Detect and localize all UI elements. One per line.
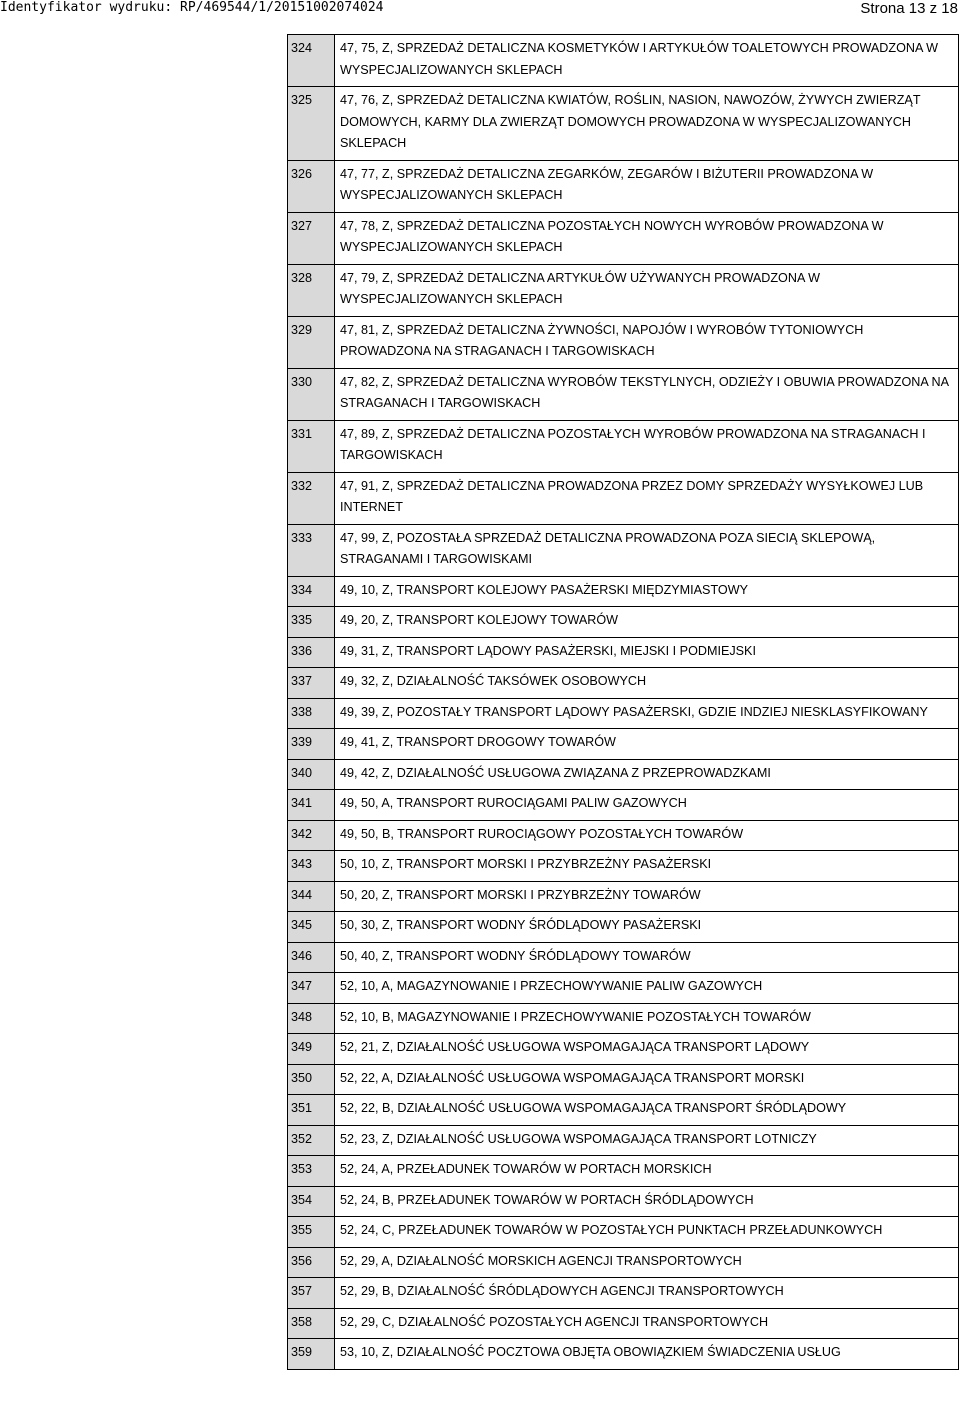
table-row (288, 820, 959, 851)
row-number: 352 (288, 1125, 335, 1156)
page-header (0, 0, 960, 20)
row-number: 334 (288, 576, 335, 607)
table-row (288, 1186, 959, 1217)
table-row (288, 759, 959, 790)
row-number: 324 (288, 35, 335, 87)
row-number: 351 (288, 1095, 335, 1126)
table-row (288, 851, 959, 882)
table-row (288, 912, 959, 943)
table-row (288, 472, 959, 524)
row-number: 359 (288, 1339, 335, 1370)
table-row (288, 1278, 959, 1309)
table-row (288, 160, 959, 212)
row-description: 47, 82, Z, SPRZEDAŻ DETALICZNA WYROBÓW TEKSTYLNYCH, ODZIEŻY I OBUWIA PROWADZONA NA STRAGANACH I TARGOWISKACH (335, 368, 959, 420)
row-description: 49, 41, Z, TRANSPORT DROGOWY TOWARÓW (335, 729, 959, 760)
pkd-table (287, 34, 959, 1370)
table-row (288, 1125, 959, 1156)
row-number: 335 (288, 607, 335, 638)
table-row (288, 368, 959, 420)
row-description: 49, 42, Z, DZIAŁALNOŚĆ USŁUGOWA ZWIĄZANA Z PRZEPROWADZKAMI (335, 759, 959, 790)
row-description: 47, 91, Z, SPRZEDAŻ DETALICZNA PROWADZONA PRZEZ DOMY SPRZEDAŻY WYSYŁKOWEJ LUB INTERNET (335, 472, 959, 524)
row-number: 333 (288, 524, 335, 576)
row-description: 47, 75, Z, SPRZEDAŻ DETALICZNA KOSMETYKÓW I ARTYKUŁÓW TOALETOWYCH PROWADZONA W WYSPECJALIZOWANYCH SKLEPACH (335, 35, 959, 87)
table-row (288, 637, 959, 668)
table-row (288, 942, 959, 973)
table-row (288, 576, 959, 607)
row-description: 50, 40, Z, TRANSPORT WODNY ŚRÓDLĄDOWY TOWARÓW (335, 942, 959, 973)
row-description: 47, 89, Z, SPRZEDAŻ DETALICZNA POZOSTAŁYCH WYROBÓW PROWADZONA NA STRAGANACH I TARGOWISKACH (335, 420, 959, 472)
row-description: 53, 10, Z, DZIAŁALNOŚĆ POCZTOWA OBJĘTA OBOWIĄZKIEM ŚWIADCZENIA USŁUG (335, 1339, 959, 1370)
row-number: 340 (288, 759, 335, 790)
table-row (288, 881, 959, 912)
row-number: 348 (288, 1003, 335, 1034)
row-description: 49, 10, Z, TRANSPORT KOLEJOWY PASAŻERSKI MIĘDZYMIASTOWY (335, 576, 959, 607)
table-row (288, 607, 959, 638)
table-row (288, 1034, 959, 1065)
row-description: 52, 10, B, MAGAZYNOWANIE I PRZECHOWYWANIE POZOSTAŁYCH TOWARÓW (335, 1003, 959, 1034)
row-description: 50, 30, Z, TRANSPORT WODNY ŚRÓDLĄDOWY PASAŻERSKI (335, 912, 959, 943)
row-number: 355 (288, 1217, 335, 1248)
row-number: 330 (288, 368, 335, 420)
row-description: 47, 76, Z, SPRZEDAŻ DETALICZNA KWIATÓW, ROŚLIN, NASION, NAWOZÓW, ŻYWYCH ZWIERZĄT DOMOWYCH, KARMY DLA ZWIERZĄT DOMOWYCH PROWADZONA W WYSPECJALIZOWANYCH SKLEPACH (335, 87, 959, 161)
row-description: 52, 23, Z, DZIAŁALNOŚĆ USŁUGOWA WSPOMAGAJĄCA TRANSPORT LOTNICZY (335, 1125, 959, 1156)
table-row (288, 668, 959, 699)
row-description: 52, 29, A, DZIAŁALNOŚĆ MORSKICH AGENCJI TRANSPORTOWYCH (335, 1247, 959, 1278)
row-description: 47, 78, Z, SPRZEDAŻ DETALICZNA POZOSTAŁYCH NOWYCH WYROBÓW PROWADZONA W WYSPECJALIZOWANYCH SKLEPACH (335, 212, 959, 264)
row-description: 52, 24, A, PRZEŁADUNEK TOWARÓW W PORTACH MORSKICH (335, 1156, 959, 1187)
row-description: 49, 32, Z, DZIAŁALNOŚĆ TAKSÓWEK OSOBOWYCH (335, 668, 959, 699)
row-number: 329 (288, 316, 335, 368)
row-description: 49, 20, Z, TRANSPORT KOLEJOWY TOWARÓW (335, 607, 959, 638)
row-number: 358 (288, 1308, 335, 1339)
row-number: 326 (288, 160, 335, 212)
row-description: 52, 29, B, DZIAŁALNOŚĆ ŚRÓDLĄDOWYCH AGENCJI TRANSPORTOWYCH (335, 1278, 959, 1309)
row-description: 52, 21, Z, DZIAŁALNOŚĆ USŁUGOWA WSPOMAGAJĄCA TRANSPORT LĄDOWY (335, 1034, 959, 1065)
row-number: 331 (288, 420, 335, 472)
row-number: 353 (288, 1156, 335, 1187)
row-number: 338 (288, 698, 335, 729)
table-row (288, 1308, 959, 1339)
table-row (288, 212, 959, 264)
table-row (288, 790, 959, 821)
row-number: 345 (288, 912, 335, 943)
row-description: 50, 20, Z, TRANSPORT MORSKI I PRZYBRZEŻNY TOWARÓW (335, 881, 959, 912)
row-description: 52, 24, B, PRZEŁADUNEK TOWARÓW W PORTACH ŚRÓDLĄDOWYCH (335, 1186, 959, 1217)
row-description: 52, 22, B, DZIAŁALNOŚĆ USŁUGOWA WSPOMAGAJĄCA TRANSPORT ŚRÓDLĄDOWY (335, 1095, 959, 1126)
pkd-table-body (288, 35, 959, 1370)
page-number: Strona 13 z 18 (860, 0, 958, 17)
row-number: 343 (288, 851, 335, 882)
table-row (288, 698, 959, 729)
table-row (288, 524, 959, 576)
row-number: 328 (288, 264, 335, 316)
row-number: 339 (288, 729, 335, 760)
row-number: 337 (288, 668, 335, 699)
table-row (288, 1339, 959, 1370)
row-description: 49, 39, Z, POZOSTAŁY TRANSPORT LĄDOWY PASAŻERSKI, GDZIE INDZIEJ NIESKLASYFIKOWANY (335, 698, 959, 729)
table-row (288, 973, 959, 1004)
row-description: 49, 31, Z, TRANSPORT LĄDOWY PASAŻERSKI, MIEJSKI I PODMIEJSKI (335, 637, 959, 668)
row-number: 336 (288, 637, 335, 668)
row-description: 49, 50, B, TRANSPORT RUROCIĄGOWY POZOSTAŁYCH TOWARÓW (335, 820, 959, 851)
row-number: 347 (288, 973, 335, 1004)
table-row (288, 1247, 959, 1278)
row-description: 52, 24, C, PRZEŁADUNEK TOWARÓW W POZOSTAŁYCH PUNKTACH PRZEŁADUNKOWYCH (335, 1217, 959, 1248)
row-number: 344 (288, 881, 335, 912)
row-number: 346 (288, 942, 335, 973)
row-description: 47, 77, Z, SPRZEDAŻ DETALICZNA ZEGARKÓW, ZEGARÓW I BIŻUTERII PROWADZONA W WYSPECJALIZOWANYCH SKLEPACH (335, 160, 959, 212)
table-row (288, 316, 959, 368)
row-number: 325 (288, 87, 335, 161)
table-row (288, 1003, 959, 1034)
table-row (288, 1064, 959, 1095)
table-row (288, 729, 959, 760)
row-number: 357 (288, 1278, 335, 1309)
table-row (288, 264, 959, 316)
row-number: 350 (288, 1064, 335, 1095)
pkd-table-container (287, 34, 958, 1370)
table-row (288, 1217, 959, 1248)
row-number: 349 (288, 1034, 335, 1065)
row-description: 50, 10, Z, TRANSPORT MORSKI I PRZYBRZEŻNY PASAŻERSKI (335, 851, 959, 882)
table-row (288, 1095, 959, 1126)
row-number: 341 (288, 790, 335, 821)
row-description: 49, 50, A, TRANSPORT RUROCIĄGAMI PALIW GAZOWYCH (335, 790, 959, 821)
table-row (288, 35, 959, 87)
row-description: 52, 10, A, MAGAZYNOWANIE I PRZECHOWYWANIE PALIW GAZOWYCH (335, 973, 959, 1004)
print-identifier: Identyfikator wydruku: RP/469544/1/20151002074024 (0, 0, 384, 15)
row-description: 47, 99, Z, POZOSTAŁA SPRZEDAŻ DETALICZNA PROWADZONA POZA SIECIĄ SKLEPOWĄ, STRAGANAMI I TARGOWISKAMI (335, 524, 959, 576)
table-row (288, 1156, 959, 1187)
row-number: 342 (288, 820, 335, 851)
row-description: 52, 29, C, DZIAŁALNOŚĆ POZOSTAŁYCH AGENCJI TRANSPORTOWYCH (335, 1308, 959, 1339)
table-row (288, 87, 959, 161)
row-number: 356 (288, 1247, 335, 1278)
row-description: 52, 22, A, DZIAŁALNOŚĆ USŁUGOWA WSPOMAGAJĄCA TRANSPORT MORSKI (335, 1064, 959, 1095)
row-description: 47, 81, Z, SPRZEDAŻ DETALICZNA ŻYWNOŚCI, NAPOJÓW I WYROBÓW TYTONIOWYCH PROWADZONA NA STRAGANACH I TARGOWISKACH (335, 316, 959, 368)
row-number: 354 (288, 1186, 335, 1217)
row-description: 47, 79, Z, SPRZEDAŻ DETALICZNA ARTYKUŁÓW UŻYWANYCH PROWADZONA W WYSPECJALIZOWANYCH SKLEPACH (335, 264, 959, 316)
row-number: 327 (288, 212, 335, 264)
row-number: 332 (288, 472, 335, 524)
table-row (288, 420, 959, 472)
